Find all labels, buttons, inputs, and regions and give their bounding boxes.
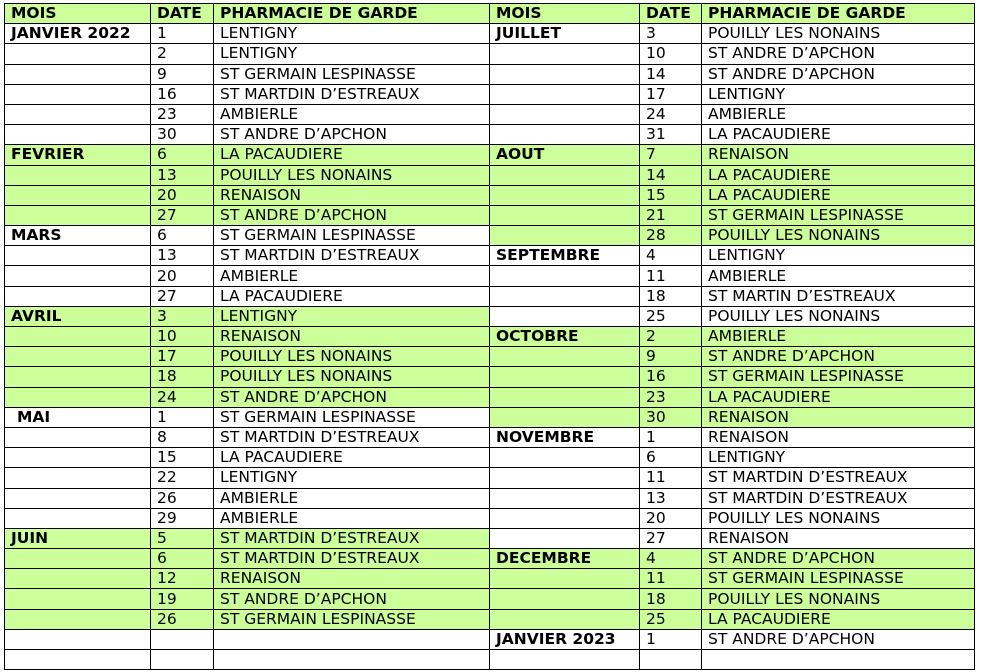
pharmacy-cell: AMBIERLE bbox=[702, 327, 975, 347]
month-cell-empty bbox=[5, 549, 151, 569]
pharmacy-cell: ST MARTDIN D’ESTREAUX bbox=[214, 84, 490, 104]
pharmacy-cell: AMBIERLE bbox=[214, 488, 490, 508]
month-cell-empty bbox=[5, 650, 151, 670]
date-cell: 11 bbox=[640, 569, 702, 589]
pharmacy-cell: LA PACAUDIERE bbox=[702, 609, 975, 629]
table-row bbox=[5, 44, 975, 64]
month-cell-empty bbox=[490, 226, 640, 246]
pharmacy-cell: ST ANDRE D’APCHON bbox=[214, 589, 490, 609]
date-cell: 8 bbox=[151, 427, 214, 447]
table-row bbox=[5, 327, 975, 347]
header-mois-left: MOIS bbox=[5, 4, 151, 24]
pharmacy-cell: LENTIGNY bbox=[702, 84, 975, 104]
table-row bbox=[5, 629, 975, 649]
month-cell-empty bbox=[490, 44, 640, 64]
month-cell-empty bbox=[5, 347, 151, 367]
month-cell-empty bbox=[490, 609, 640, 629]
date-cell: 1 bbox=[640, 629, 702, 649]
date-cell: 26 bbox=[151, 488, 214, 508]
pharmacy-cell: ST ANDRE D’APCHON bbox=[214, 387, 490, 407]
table-row bbox=[5, 226, 975, 246]
header-row bbox=[5, 4, 975, 24]
month-cell-empty bbox=[5, 367, 151, 387]
pharmacy-cell: LENTIGNY bbox=[702, 246, 975, 266]
month-cell-empty bbox=[5, 165, 151, 185]
date-cell: 6 bbox=[151, 226, 214, 246]
month-cell-empty bbox=[5, 609, 151, 629]
month-cell-empty bbox=[5, 125, 151, 145]
pharmacy-cell: RENAISON bbox=[702, 528, 975, 548]
table-row bbox=[5, 24, 975, 44]
month-label-decembre: DECEMBRE bbox=[490, 549, 640, 569]
date-cell: 17 bbox=[151, 347, 214, 367]
table-row bbox=[5, 306, 975, 326]
pharmacy-cell: ST ANDRE D’APCHON bbox=[702, 549, 975, 569]
date-cell: 1 bbox=[151, 24, 214, 44]
date-cell: 12 bbox=[151, 569, 214, 589]
pharmacy-cell: AMBIERLE bbox=[702, 104, 975, 124]
pharmacy-cell: ST MARTIN D’ESTREAUX bbox=[702, 286, 975, 306]
pharmacy-cell: LENTIGNY bbox=[214, 306, 490, 326]
month-cell-empty bbox=[5, 205, 151, 225]
table-row bbox=[5, 84, 975, 104]
date-cell: 23 bbox=[151, 104, 214, 124]
pharmacy-cell: RENAISON bbox=[702, 427, 975, 447]
pharmacy-cell: ST GERMAIN LESPINASSE bbox=[214, 609, 490, 629]
date-cell: 29 bbox=[151, 508, 214, 528]
month-cell-empty bbox=[5, 488, 151, 508]
month-label-juillet: JUILLET bbox=[490, 24, 640, 44]
month-cell-empty bbox=[5, 629, 151, 649]
date-cell: 31 bbox=[640, 125, 702, 145]
table-row bbox=[5, 427, 975, 447]
table-row bbox=[5, 266, 975, 286]
table-row bbox=[5, 145, 975, 165]
pharmacy-cell: POUILLY LES NONAINS bbox=[702, 306, 975, 326]
table-row bbox=[5, 125, 975, 145]
date-cell: 26 bbox=[151, 609, 214, 629]
pharmacy-cell: ST GERMAIN LESPINASSE bbox=[702, 367, 975, 387]
date-cell: 11 bbox=[640, 468, 702, 488]
header-date-left: DATE bbox=[151, 4, 214, 24]
table-row bbox=[5, 347, 975, 367]
date-cell: 15 bbox=[151, 448, 214, 468]
month-cell-empty bbox=[490, 165, 640, 185]
pharmacy-cell: LA PACAUDIERE bbox=[702, 125, 975, 145]
date-cell: 2 bbox=[151, 44, 214, 64]
pharmacy-cell: POUILLY LES NONAINS bbox=[214, 165, 490, 185]
pharmacy-cell: ST ANDRE D’APCHON bbox=[214, 125, 490, 145]
pharmacy-cell: LA PACAUDIERE bbox=[702, 185, 975, 205]
pharmacy-cell: POUILLY LES NONAINS bbox=[702, 589, 975, 609]
month-cell-empty bbox=[490, 286, 640, 306]
header-date-right: DATE bbox=[640, 4, 702, 24]
month-cell-empty bbox=[5, 427, 151, 447]
month-cell-empty bbox=[490, 125, 640, 145]
month-cell-empty bbox=[490, 104, 640, 124]
date-cell: 6 bbox=[151, 549, 214, 569]
month-cell-empty bbox=[490, 650, 640, 670]
pharmacy-cell: ST MARTDIN D’ESTREAUX bbox=[214, 528, 490, 548]
date-cell: 4 bbox=[640, 549, 702, 569]
month-cell-empty bbox=[490, 266, 640, 286]
pharmacy-cell: ST GERMAIN LESPINASSE bbox=[214, 64, 490, 84]
date-cell: 20 bbox=[640, 508, 702, 528]
date-cell: 9 bbox=[640, 347, 702, 367]
pharmacy-duty-schedule-table bbox=[4, 3, 975, 670]
month-cell-empty bbox=[5, 448, 151, 468]
date-cell: 25 bbox=[640, 306, 702, 326]
header-mois-right: MOIS bbox=[490, 4, 640, 24]
month-cell-empty bbox=[490, 508, 640, 528]
month-label-novembre: NOVEMBRE bbox=[490, 427, 640, 447]
pharmacy-cell: ST ANDRE D’APCHON bbox=[702, 64, 975, 84]
table-row bbox=[5, 650, 975, 670]
date-cell: 28 bbox=[640, 226, 702, 246]
month-cell-empty bbox=[490, 185, 640, 205]
month-cell-empty bbox=[490, 306, 640, 326]
month-cell-empty bbox=[5, 84, 151, 104]
date-cell-empty bbox=[151, 629, 214, 649]
month-cell-empty bbox=[490, 347, 640, 367]
date-cell: 15 bbox=[640, 185, 702, 205]
month-cell-empty bbox=[5, 286, 151, 306]
date-cell: 1 bbox=[151, 407, 214, 427]
date-cell: 16 bbox=[151, 84, 214, 104]
month-cell-empty bbox=[5, 44, 151, 64]
month-cell-empty bbox=[5, 185, 151, 205]
date-cell: 7 bbox=[640, 145, 702, 165]
pharmacy-cell: LENTIGNY bbox=[214, 24, 490, 44]
date-cell: 30 bbox=[151, 125, 214, 145]
date-cell: 24 bbox=[640, 104, 702, 124]
pharmacy-cell: ST ANDRE D’APCHON bbox=[702, 44, 975, 64]
pharmacy-cell: POUILLY LES NONAINS bbox=[214, 347, 490, 367]
date-cell: 21 bbox=[640, 205, 702, 225]
date-cell: 27 bbox=[151, 205, 214, 225]
pharmacy-cell: ST MARTDIN D’ESTREAUX bbox=[702, 488, 975, 508]
table-row bbox=[5, 569, 975, 589]
table-row bbox=[5, 589, 975, 609]
date-cell: 3 bbox=[151, 306, 214, 326]
pharmacy-cell: LA PACAUDIERE bbox=[214, 145, 490, 165]
date-cell: 18 bbox=[151, 367, 214, 387]
month-label-aout: AOUT bbox=[490, 145, 640, 165]
table-row bbox=[5, 387, 975, 407]
date-cell-empty bbox=[640, 650, 702, 670]
header-pharmacie-left: PHARMACIE DE GARDE bbox=[214, 4, 490, 24]
month-cell-empty bbox=[490, 64, 640, 84]
pharmacy-cell: LA PACAUDIERE bbox=[702, 165, 975, 185]
month-label-fevrier: FEVRIER bbox=[5, 145, 151, 165]
date-cell: 13 bbox=[640, 488, 702, 508]
date-cell: 27 bbox=[640, 528, 702, 548]
date-cell: 3 bbox=[640, 24, 702, 44]
date-cell: 25 bbox=[640, 609, 702, 629]
date-cell: 13 bbox=[151, 246, 214, 266]
pharmacy-cell: RENAISON bbox=[702, 145, 975, 165]
month-label-octobre: OCTOBRE bbox=[490, 327, 640, 347]
month-cell-empty bbox=[490, 367, 640, 387]
table-row bbox=[5, 448, 975, 468]
pharmacy-cell: LENTIGNY bbox=[214, 468, 490, 488]
date-cell: 18 bbox=[640, 589, 702, 609]
month-label-janvier-2022: JANVIER 2022 bbox=[5, 24, 151, 44]
pharmacy-cell: LENTIGNY bbox=[702, 448, 975, 468]
date-cell: 10 bbox=[640, 44, 702, 64]
pharmacy-cell: RENAISON bbox=[214, 185, 490, 205]
pharmacy-cell: LA PACAUDIERE bbox=[214, 286, 490, 306]
table-row bbox=[5, 508, 975, 528]
table-row bbox=[5, 205, 975, 225]
pharmacy-cell: RENAISON bbox=[214, 569, 490, 589]
pharmacy-cell: ST GERMAIN LESPINASSE bbox=[214, 226, 490, 246]
month-cell-empty bbox=[5, 246, 151, 266]
pharmacy-cell: ST MARTDIN D’ESTREAUX bbox=[214, 427, 490, 447]
pharmacy-cell-empty bbox=[702, 650, 975, 670]
date-cell: 14 bbox=[640, 64, 702, 84]
table-row bbox=[5, 488, 975, 508]
table-row bbox=[5, 407, 975, 427]
table-row bbox=[5, 185, 975, 205]
table-row bbox=[5, 246, 975, 266]
month-cell-empty bbox=[5, 104, 151, 124]
month-cell-empty bbox=[490, 407, 640, 427]
date-cell: 19 bbox=[151, 589, 214, 609]
month-label-juin: JUIN bbox=[5, 528, 151, 548]
date-cell: 2 bbox=[640, 327, 702, 347]
pharmacy-cell-empty bbox=[214, 629, 490, 649]
table-row bbox=[5, 528, 975, 548]
month-cell-empty bbox=[490, 387, 640, 407]
month-label-janvier-2023: JANVIER 2023 bbox=[490, 629, 640, 649]
pharmacy-cell: POUILLY LES NONAINS bbox=[702, 226, 975, 246]
table-row bbox=[5, 104, 975, 124]
table-row bbox=[5, 286, 975, 306]
month-cell-empty bbox=[490, 84, 640, 104]
pharmacy-cell: RENAISON bbox=[214, 327, 490, 347]
pharmacy-cell: AMBIERLE bbox=[214, 104, 490, 124]
date-cell: 16 bbox=[640, 367, 702, 387]
date-cell: 23 bbox=[640, 387, 702, 407]
date-cell: 11 bbox=[640, 266, 702, 286]
date-cell: 20 bbox=[151, 266, 214, 286]
pharmacy-cell: LENTIGNY bbox=[214, 44, 490, 64]
pharmacy-cell: ST MARTDIN D’ESTREAUX bbox=[702, 468, 975, 488]
pharmacy-cell: POUILLY LES NONAINS bbox=[702, 24, 975, 44]
date-cell: 9 bbox=[151, 64, 214, 84]
month-cell-empty bbox=[490, 589, 640, 609]
pharmacy-cell: ST ANDRE D’APCHON bbox=[214, 205, 490, 225]
header-pharmacie-right: PHARMACIE DE GARDE bbox=[702, 4, 975, 24]
month-cell-empty bbox=[490, 569, 640, 589]
pharmacy-cell: AMBIERLE bbox=[702, 266, 975, 286]
pharmacy-cell: ST GERMAIN LESPINASSE bbox=[702, 569, 975, 589]
pharmacy-cell: POUILLY LES NONAINS bbox=[214, 367, 490, 387]
date-cell: 6 bbox=[640, 448, 702, 468]
date-cell: 5 bbox=[151, 528, 214, 548]
month-cell-empty bbox=[5, 508, 151, 528]
table-row bbox=[5, 549, 975, 569]
table-row bbox=[5, 609, 975, 629]
month-cell-empty bbox=[5, 569, 151, 589]
month-cell-empty bbox=[5, 387, 151, 407]
pharmacy-cell: LA PACAUDIERE bbox=[702, 387, 975, 407]
date-cell: 10 bbox=[151, 327, 214, 347]
pharmacy-cell: AMBIERLE bbox=[214, 266, 490, 286]
date-cell: 13 bbox=[151, 165, 214, 185]
date-cell: 18 bbox=[640, 286, 702, 306]
date-cell: 22 bbox=[151, 468, 214, 488]
month-cell-empty bbox=[5, 266, 151, 286]
date-cell: 24 bbox=[151, 387, 214, 407]
pharmacy-cell: ST ANDRE D’APCHON bbox=[702, 347, 975, 367]
month-label-mai: MAI bbox=[5, 407, 151, 427]
pharmacy-cell-empty bbox=[214, 650, 490, 670]
table-row bbox=[5, 64, 975, 84]
month-cell-empty bbox=[5, 64, 151, 84]
date-cell: 6 bbox=[151, 145, 214, 165]
month-cell-empty bbox=[5, 468, 151, 488]
month-cell-empty bbox=[490, 528, 640, 548]
month-cell-empty bbox=[490, 468, 640, 488]
date-cell: 20 bbox=[151, 185, 214, 205]
pharmacy-cell: RENAISON bbox=[702, 407, 975, 427]
pharmacy-cell: ST GERMAIN LESPINASSE bbox=[214, 407, 490, 427]
date-cell: 30 bbox=[640, 407, 702, 427]
month-cell-empty bbox=[5, 327, 151, 347]
date-cell: 4 bbox=[640, 246, 702, 266]
month-cell-empty bbox=[490, 205, 640, 225]
table-row bbox=[5, 468, 975, 488]
date-cell: 1 bbox=[640, 427, 702, 447]
date-cell: 14 bbox=[640, 165, 702, 185]
pharmacy-cell: ST ANDRE D’APCHON bbox=[702, 629, 975, 649]
pharmacy-cell: ST MARTDIN D’ESTREAUX bbox=[214, 549, 490, 569]
pharmacy-cell: POUILLY LES NONAINS bbox=[702, 508, 975, 528]
table-row bbox=[5, 367, 975, 387]
pharmacy-cell: LA PACAUDIERE bbox=[214, 448, 490, 468]
pharmacy-cell: ST MARTDIN D’ESTREAUX bbox=[214, 246, 490, 266]
date-cell-empty bbox=[151, 650, 214, 670]
month-cell-empty bbox=[490, 448, 640, 468]
month-label-avril: AVRIL bbox=[5, 306, 151, 326]
date-cell: 27 bbox=[151, 286, 214, 306]
pharmacy-cell: AMBIERLE bbox=[214, 508, 490, 528]
table-row bbox=[5, 165, 975, 185]
month-label-mars: MARS bbox=[5, 226, 151, 246]
pharmacy-cell: ST GERMAIN LESPINASSE bbox=[702, 205, 975, 225]
month-label-septembre: SEPTEMBRE bbox=[490, 246, 640, 266]
month-cell-empty bbox=[490, 488, 640, 508]
date-cell: 17 bbox=[640, 84, 702, 104]
month-cell-empty bbox=[5, 589, 151, 609]
